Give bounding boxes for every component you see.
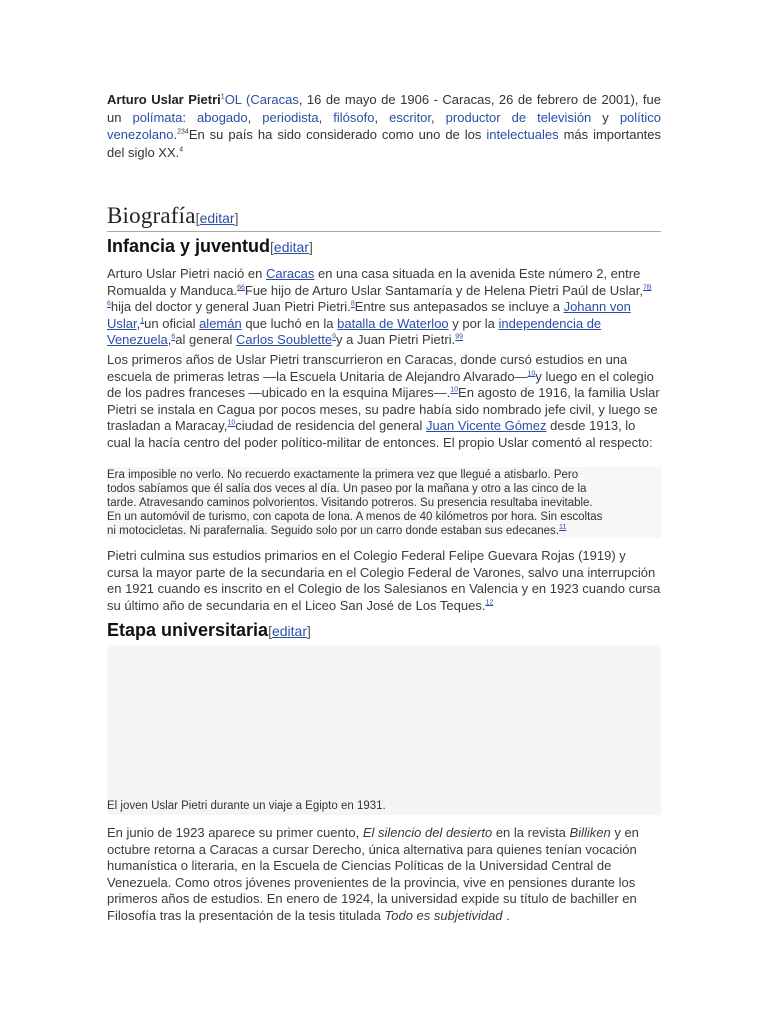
italic-title: Billiken: [569, 825, 611, 840]
text: que luchó en la: [241, 315, 338, 331]
periodista-link[interactable]: periodista: [262, 109, 319, 125]
quote-text-block: [107, 468, 607, 538]
text: ,: [167, 332, 172, 348]
caracas-link[interactable]: Caracas: [250, 92, 299, 107]
intro-text: :: [182, 109, 197, 125]
text: en la revista: [492, 825, 570, 840]
ref-link[interactable]: 10: [227, 420, 236, 428]
intelectuales-link[interactable]: intelectuales: [486, 127, 559, 142]
paragraph-infancia-2: [107, 352, 661, 452]
ref-link[interactable]: 8: [350, 300, 355, 308]
ref-link[interactable]: 12: [485, 599, 494, 607]
edit-link[interactable]: editar: [271, 623, 307, 639]
text: hija del doctor y general Juan Pietri Pietri.: [110, 299, 351, 315]
text: Pietri culmina sus estudios primarios en el Colegio Federal Felipe Guevara Rojas (1919) y cursa la mayor parte de la secundaria en el Colegio Federal de Varones, salvo una interrupción en 1921 cuando es inscrito en el Colegio de los Salesianos en Valencia y en 1923 cuando cursa su último año de secundaria en el Liceo San José de Los Teques.: [107, 548, 661, 613]
ref-link[interactable]: 99: [455, 334, 464, 342]
ref-link[interactable]: 1: [140, 317, 145, 325]
text: y en octubre retorna a Caracas a cursar Derecho, única alternativa para quienes tenían vocación humanística o literaria, en la Escuela de Ciencias Políticas de la Universidad Central de Venezuela. Como otros jóvenes provenientes de la provincia, vive en pensiones durante los primeros años de estudios. En enero de 1924, la universidad expide su título de bachiller en Filosofía tras la presentación de la tesis titulada: [107, 825, 639, 923]
text: y a Juan Pietri Pietri.: [336, 332, 456, 348]
italic-title: Todo es subjetividad: [384, 907, 503, 923]
text: .: [502, 907, 510, 923]
caracas-link[interactable]: Caracas: [265, 266, 315, 281]
ref-link[interactable]: 6: [107, 300, 111, 308]
abogado-link[interactable]: abogado: [197, 109, 248, 125]
ref-link[interactable]: 9: [332, 334, 337, 342]
paragraph-infancia-3: [107, 548, 661, 614]
text: Los primeros años de Uslar Pietri transcurrieron en Caracas, donde cursó estudios en una escuela de primeras letras —la Escuela Unitaria de Alejandro Alvarado—: [107, 352, 628, 384]
subsection-title: Etapa universitaria: [107, 620, 269, 640]
text: Fue hijo de Arturo Uslar Santamaría y de Helena Pietri Paúl de Uslar,: [244, 282, 644, 298]
productor-tv-link[interactable]: productor de televisión: [445, 109, 592, 125]
edit-section: [editar]: [268, 623, 311, 639]
johann-link[interactable]: Johann von Uslar: [107, 299, 631, 331]
text: ciudad de residencia del general: [235, 418, 427, 434]
subsection-heading-universitaria: [107, 620, 311, 641]
ref-link[interactable]: 11: [558, 524, 567, 532]
text: desde 1913, lo cual la hacía centro del poder político-militar de entonces. El propio Uslar comentó al respecto:: [107, 418, 653, 450]
text: un oficial: [144, 315, 200, 331]
text: En junio de 1923 aparece su primer cuento,: [107, 825, 363, 840]
image-caption: El joven Uslar Pietri durante un viaje a Egipto en 1931.: [107, 800, 386, 812]
ref-link[interactable]: 6: [171, 334, 176, 342]
waterloo-link[interactable]: batalla de Waterloo: [337, 315, 449, 331]
gomez-link[interactable]: Juan Vicente Gómez: [426, 418, 547, 434]
aleman-link[interactable]: alemán: [199, 315, 242, 331]
ref-link[interactable]: 7B: [643, 284, 652, 292]
text: Entre sus antepasados se incluye a: [354, 299, 564, 315]
image-placeholder[interactable]: [107, 645, 661, 815]
ref-sup[interactable]: 234: [177, 128, 189, 136]
paragraph-infancia-1: [107, 266, 661, 349]
ref-link[interactable]: 10: [527, 370, 536, 378]
escritor-link[interactable]: escritor: [389, 109, 432, 125]
text: y por la: [448, 315, 499, 331]
italic-title: El silencio del desierto: [362, 825, 493, 840]
section-heading-biografia: [107, 203, 661, 232]
subsection-title: Infancia y juventud: [107, 236, 271, 256]
ol-link[interactable]: OL: [224, 92, 242, 107]
section-title: Biografía: [107, 203, 196, 228]
intro-text: En su país ha sido considerado como uno de los: [188, 127, 487, 142]
polimata-link[interactable]: polímata: [132, 109, 183, 125]
soublette-link[interactable]: Carlos Soublette: [235, 332, 333, 348]
subsection-heading-infancia: [107, 236, 313, 257]
text: ,: [136, 315, 141, 331]
paren-link[interactable]: (: [241, 92, 251, 107]
edit-section: [editar]: [195, 210, 239, 226]
intro-paragraph: Arturo Uslar Pietri$^1$OL (Caracas, 16 de mayo de 1906 - Caracas, 26 de febrero de 2001), fue un polímata: abogado, periodista, filósofo, escritor, productor de televisión y político venezolano.$^{234}$En su país ha sido considerado como uno de los intelectuales más importantes del siglo XX.$^4$: [107, 92, 662, 160]
edit-section: [editar]: [270, 239, 313, 255]
independencia-link[interactable]: independencia de Venezuela: [107, 315, 602, 348]
intro-text: y: [591, 109, 620, 125]
edit-link[interactable]: editar: [273, 239, 309, 255]
filosofo-link[interactable]: filósofo: [333, 109, 375, 125]
politico-link[interactable]: político venezolano: [107, 109, 662, 142]
text: En agosto de 1916, la familia Uslar Pietri se instala en Cagua por pocos meses, su padre había sido nombrado jefe civil, y luego se trasladan a Maracay,: [107, 385, 660, 434]
ref-link[interactable]: 66: [237, 284, 245, 292]
paragraph-universitaria-1: [107, 825, 661, 925]
blockquote: [107, 467, 661, 538]
subject-name: Arturo Uslar Pietri: [107, 92, 221, 107]
text: en una casa situada en la avenida Este número 2, entre Romualda y Manduca.: [107, 266, 641, 298]
ref-sup[interactable]: 1: [220, 93, 225, 101]
intro-text: más importantes del siglo XX.: [107, 127, 662, 160]
text: Arturo Uslar Pietri nació en: [107, 266, 266, 281]
edit-link[interactable]: editar: [199, 210, 235, 226]
intro-text: , 16 de mayo de 1906 - Caracas, 26 de febrero de 2001), fue un: [107, 92, 661, 125]
quote-text: Era imposible no verlo. No recuerdo exactamente la primera vez que llegué a atisbarlo. Pero todos sabíamos que él salía dos veces al día. Un paseo por la mañana y otro a las cinco de la tarde. Atravesando caminos polvorientos. Visitando potreros. Su presencia resultaba inevitable. En un automóvil de turismo, con capota de lona. A menos de 40 kilómetros por hora. Sin escoltas ni motocicletas. Ni parafernalia. Seguido solo por un carro donde estaban sus edecanes.: [107, 469, 603, 537]
text: al general: [175, 332, 236, 348]
ref-sup[interactable]: 4: [179, 146, 184, 154]
ref-link[interactable]: 10: [450, 386, 459, 394]
text: y luego en el colegio de los padres franceses —ubicado en la esquina Mijares—.: [107, 368, 654, 401]
